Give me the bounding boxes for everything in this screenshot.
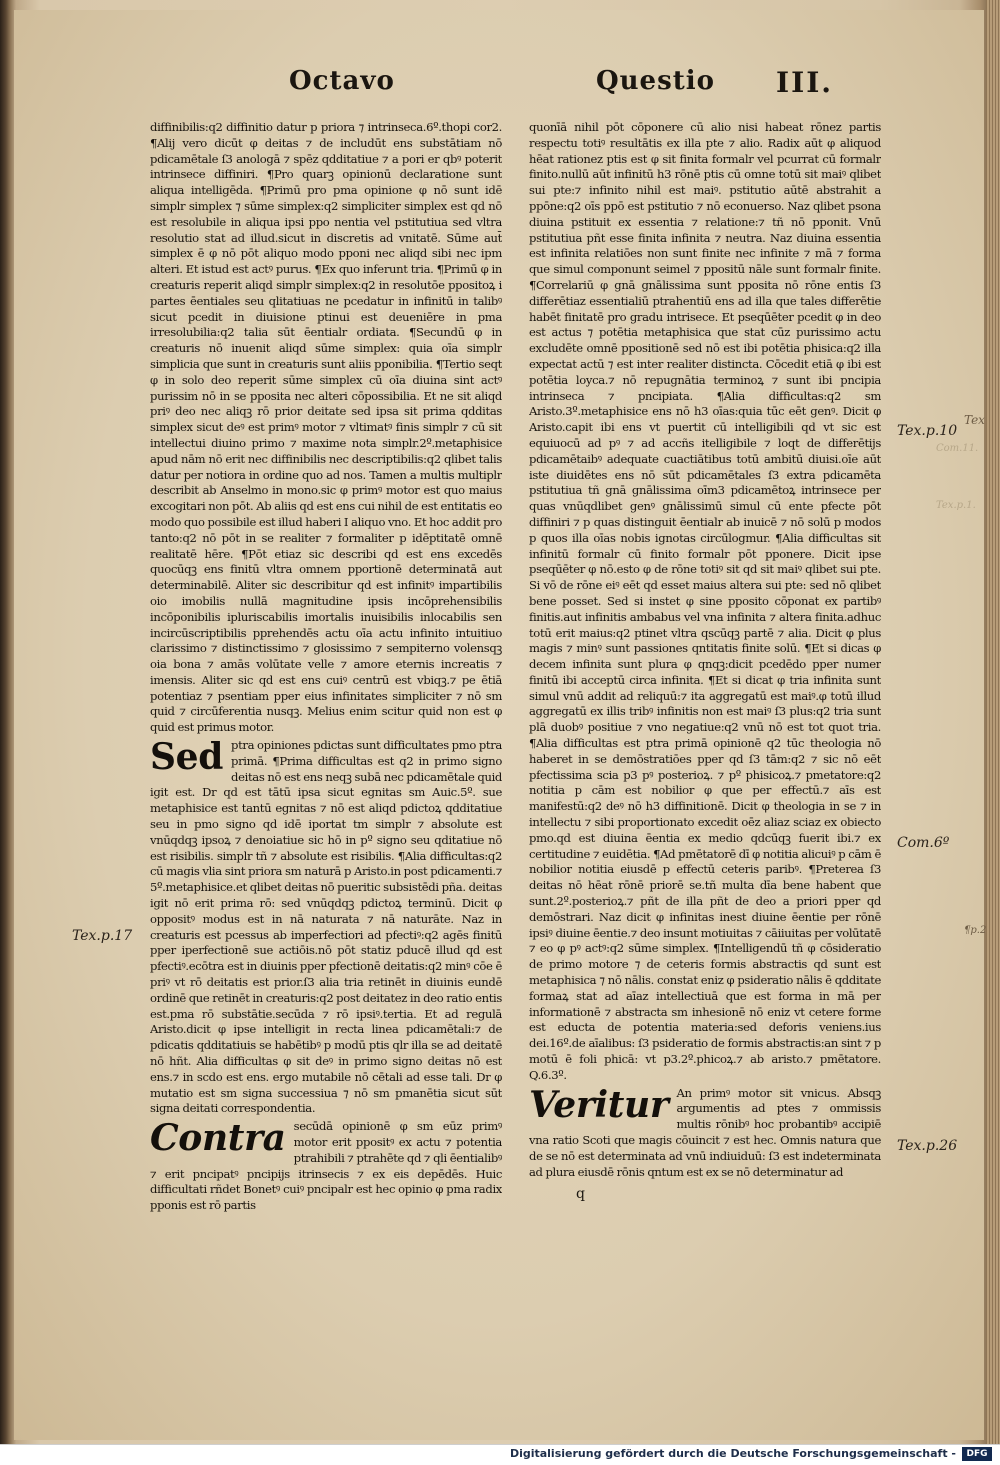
bleed-through-note: Tex [964,413,985,427]
signature-mark: q [576,1186,585,1202]
folio-number-text: III. [776,66,834,99]
section-heading [529,1086,881,1181]
margin-note: Tex.p.17 [72,928,133,944]
dfg-logo-icon: DFG [962,1447,992,1461]
book-page [14,10,987,1440]
bleed-through-note: Tex.p.1. [936,500,976,511]
running-head-left [289,66,395,106]
bleed-through-note: ¶p.2 [964,925,987,936]
margin-note: Tex.p.26 [897,1138,958,1154]
footer-bar [0,1444,1000,1465]
funding-credit: Digitalisierung gefördert durch die Deutsche Forschungsgemeinschaft - [509,1447,956,1460]
text-column-left [150,120,502,1270]
section-heading [150,1119,502,1214]
paragraph: quonīā nihil pōt cōponere cū alio nisi habeat rōnez partis respectu totiꝰ resultātis ex illa pte ⁊ alio. Radix aūt φ aliquod hēat rationez ptis est φ sit finita formalr vel pcurrat cū formalr finito.nullū aūt infinitū h3 rōnē ptis cū omne totū sit maiꝰ qlibet sui pte:⁊ infinito nihil est maiꝰ. pstitutio aūtē abstrahit a ppōne:q2 oīs ppō est pstitutio ⁊ nō econuerso. Naz qlibet psona diuina pstituit ex essentia ⁊ relatione:⁊ tñ nō pponit. Vnū pstitutiua pñt esse finita infinita ⁊ neutra. Naz diuina essentia est infinita relatiōes non sunt finite nec infinite ⁊ mā ⁊ forma que simul componunt seimel ⁊ ppositū nāle sunt formalr finite. ¶Correlariū φ gnā gnālissima sunt pposita nō rōne entis ſ3 differētiaz essentialiū ptrahentiū ens ad illa que tales differētie habēt finitatē pro gradu intrisece. Et pseqūēter pcedit φ in deo est actus ⁊ potētia metaphisica que stat cūz purissimo actu excludēte omnē ppositionē sed nō est ibi potētia phisica:q2 illa expectat actū ⁊ est inter realiter distincta. Cōcedit etiā φ ibi est potētia loyca.⁊ nō repugnātia terminoꝝ ⁊ sunt ibi pncipia intrinseca ⁊ pncipiata. ¶Alia difficultas:q2 sm Aristo.3º.metaphisice ens nō h3 oīas:quia tūc eēt genꝰ. Dicit φ Aristo.capit ibi ens vt puertit cū intelligibili qd vt sic est equiuocū ad pꝰ ⁊ ad accñs itelligibile ⁊ loqt de differētijs pdicamētaibꝰ adequate cuactiātibus totū ambitū diuisi.oīe aūt iste diuidētes ens nō sūt pdicamētales ſ3 extra pdicamēta pstitutiua tñ gnā gnālissima oīm3 pdicamētoꝝ intrinsece per quas vnūqdlibet genꝰ gnālissimū simul cū ente pfecte pōt diffiniri ⁊ p quas distinguit ēentialr ab inuicē ⁊ nō solū p modos p quos illa oīas nobis ignotas circūlogmur. ¶Alia difficultas sit infinitū formalr cū finito formalr pōt pponere. Dicit ipse pseqūēter φ nō.esto φ de rōne totiꝰ sit qd sit maiꝰ qlibet sui pte. Si vō de rōne eiꝰ eēt qd esset maius altera sui pte: sed nō qlibet bene posset. Sed si instet φ sine pposito cōponat ex partibꝰ finitis.aut infinitis ambabus vel vna infinita ⁊ altera finita.adhuc totū erit maius:q2 ptinet vltra qscūqꝫ partē ⁊ alia. Dicit φ plus magis ⁊ minꝰ sunt passiones qntitatis finite solū. ¶Et si dicas φ decem infinita sunt plura φ qnqꝫ:dicit pcedēdo pper numer finitū ibi acceptū circa infinita. ¶Et si dicat φ tria infinita sunt simul vnū addit ad reliquū:⁊ ita aggregatū est maiꝰ.φ totū illud aggregatū ex illis tribꝰ infinitis non est maiꝰ ſ3 plus:q2 tria sunt plā duobꝰ positiue ⁊ vno negatiue:q2 vnū nō est tot quot tria. ¶Alia difficultas est ptra primā opinionē q2 tūc theologia nō haberet in se demōstratiōes pper qd ſ3 tām:q2 ⁊ sic nō eēt pfectissima scia p3 pꝰ posterioꝝ. ⁊ pº phisicoꝝ.⁊ pmetatore:q2 notitia p cām est nobilior φ que per effectū.⁊ aīs est manifestū:q2 deꝰ nō h3 diffinitionē. Dicit φ theologia in se ⁊ in intellectu ⁊ sibi proportionato excedit oēz aliaz sciaz ex obiecto pmo.qd est diuina ēentia ex medio qdcūqꝫ fuerit ibi.⁊ ex certitudine ⁊ euidētia. ¶Ad pmētatorē dī φ notitia alicuiꝰ p cām ē nobilior notitia eiusdē p effectū ceteris paribꝰ. ¶Preterea ſ3 deitas nō hēat rōnē priorē se.tñ multa dīa bene habent que sunt.2º.posterioꝝ.⁊ pñt de illa pñt de deo a priori pper qd demōstrari. Naz dicit φ infinitas inest diuine ēentie per rōnē ipsiꝰ diuine ēentie.⁊ deo insunt motiuitas ⁊ cāiiuitas per volūtatē ⁊ eo φ pꝰ actꝰ:q2 sūme simplex. ¶Intelligendū tñ φ cōsideratio de primo motore ⁊ de ceteris formis abstractis qd sunt est metaphisica ⁊ nō nālis. constat eniz φ psideratio nālis ē qdditate formaꝝ stat ad aīaz intellectiuā que est forma in mā per informationē ⁊ abstracta sm inhesionē nō eniz vt cetere forme est educta de potentia materia:sed deforis veniens.ius dei.16º.de aīalibus: ſ3 psideratio de formis abstractis:an sint ⁊ p motū ē foli phicā: vt p3.2º.phicoꝝ.⁊ ab aristo.⁊ pmētatore. Q.6.3º. [529,120,881,1082]
running-head-left-text: Octavo [289,66,395,96]
section-lead-word: Contra [150,1119,286,1160]
running-head-right-text: Questio [596,66,715,96]
section-text: An primꝰ motor sit vnicus. Absqꝫ argumentis ad ptes ⁊ ommissis multis rōnibꝰ hoc probantibꝰ accipiē vna ratio Scoti que magis cōuincit ⁊ est hec. Omnis natura que de se nō est determinata ad vnū indiuiduū: ſ3 est indeterminata ad plura eiusdē rōnis qntum est ex se nō determinatur ad [529,1085,881,1179]
text-column-right [529,120,881,1275]
section-text: ptra opiniones pdictas sunt difficultates pmo ptra primā. ¶Prima difficultas est q2 in primo signo deitas nō est ens neqꝫ subā nec pdicamētale quid igit est. Dr qd est tātū ipsa sicut egnitas sm Auic.5º. sue metaphisice est tantū egnitas ⁊ nō est aliqd pdictoꝝ qdditatiue seu in pmo signo qd idē iportat tm simplr ⁊ absolute est vnūqdqꝫ ipsoꝝ ⁊ denoiatiue sic hō in pº signo seu qditatiue nō est risibilis. simplr tñ ⁊ absolute est risibilis. ¶Alia difficultas:q2 cū magis vlia sint priora sm naturā p Aristo.in post pdicamenti.⁊ 5º.metaphisice.et qlibet deitas nō pueritic subsistēdi pña. deitas igit nō erit prima rō: sed vnūqdqꝫ pdictoꝝ terminū. Dicit φ oppositꝰ modus est in nā naturata ⁊ nā naturāte. Naz in creaturis est pcessus ab imperfectiori ad pfectiꝰ:q2 agēs finitū pper iperfectionē sue actiōis.nō pōt statiz pducē illud qd est pfectiꝰ.ecōtra est in diuinis pper pfectionē deitatis:q2 minꝰ cōe ē priꝰ vt rō deitatis est prior.ſ3 alia tria retinēt in diuinis eundē ordinē que retinēt in creaturis:q2 post deitatez in deo ratio entis est.pma rō substātie.secūda ⁊ rō ipsiꝰ.tertia. Et ad regulā Aristo.dicit φ ipse intelligit in recta linea pdicamētali:⁊ de pdicatis qdditatiuis se habētibꝰ p modū ptis qlr illa se ad deitatē nō hñt. Alia difficultas φ sit deꝰ in primo signo deitas nō est ens.⁊ in scdo est ens. ergo mutabile nō cētali ad esse tali. Dr φ mutatio est sm signa successiua ⁊ nō sm pmanētia sicut sūt signa deitati correspondentia. [150,738,502,1116]
paragraph: diffinibilis:q2 diffinitio datur p priora ⁊ intrinseca.6º.thopi cor2. ¶Alij vero dicūt φ deitas ⁊ de includūt ens substātiam nō pdicamētale ſ3 anologā ⁊ spēz qdditatiue ⁊ a pori er qbꝰ poterit intrinsece diffiniri. ¶Pro quarꝫ opinionū declaratione sunt aliqua intelligēda. ¶Primū pro pma opinione φ nō sunt idē simplr simplex ⁊ sūme simplex:q2 simpliciter simplex est qd nō est resolubile in aliqua ipsi ppo nentia vel pstitutiua sed vltra resolutio stat ad illud.sicut in discretis ad vnitatē. Sūme aut̄ simplex ē φ nō pōt aliquo modo pponi nec aliqd sibi nec ipm alteri. Et istud est actꝰ purus. ¶Ex quo inferunt tria. ¶Primū φ in creaturis reperit aliqd simplr simplex:q2 in resolutōe ppositoꝝ i partes ēentiales seu qlitatiuas ne pcedatur in infinitū in talibꝰ sicut pcedit in diuisione ptinui est deueniēre in pma irresolubilia:q2 talia sūt ēentialr ordiata. ¶Secundū φ in creaturis nō inuenit aliqd sūme simplex: quia oīa simplr simplicia que sunt in creaturis sunt aliis pponibilia. ¶Tertio seqt φ in solo deo reperit sūme simplex cū oīa diuina sint actꝰ purissim nō in se pposita nec alteri cōpossibilia. Et ne sit aliqd priꝰ deo nec aliqꝫ rō prior deitate sed ipsa sit prima qdditas simplex sicut deꝰ est primꝰ motor ⁊ vltimatꝰ finis simplr ⁊ cū sit intellectui diuino primo ⁊ maxime nota simplr.2º.metaphisice apud nām nō erit nec diffinibilis nec descriptibilis:q2 qlibet talis datur per notiora in ordine quo ad nos. Tamen a multis multiplr describit ab Anselmo in mono.sic φ primꝰ motor est quo maius excogitari non pōt. Ab aliis qd est ens cui nihil de est entitatis eo modo quo possibile est illud haberi I aliquo vno. Et hoc addit pro tanto:q2 nō pōt in se realiter ⁊ formaliter p idēptitatē omnē realitatē hēre. ¶Pōt etiaz sic describi qd est ens excedēs quocūqꝫ ens finitū vltra omnem pportionē determinatā aut determinabilē. Aliter sic describitur qd est infinitꝰ impartibilis oio imobilis nullā magnitudine ipsis incōprehensibilis incōponibilis ipluriscabilis imortalis inuisibilis inlocabilis sen incircūscriptibilis pprehendēs actu oīa actu infinito intuitiuo clarissimo ⁊ distinctissimo ⁊ glosissimo ⁊ sempiterno volensqꝫ oia bona ⁊ amās volūtate velle ⁊ amore eternis increatis ⁊ imensis. Aliter sic qd est ens cuiꝰ centrū est vbiqꝫ.⁊ pe ētiā potentiaz ⁊ psentiam pper eius infinitates simpliciter ⁊ nō sm quid ⁊ circūferentia nusqꝫ. Melius enim scitur quid non est φ quid est primus motor. [150,120,502,735]
section-lead-word: Sed [150,738,224,779]
margin-note: Tex.p.10 [897,423,958,439]
folio-number [776,66,833,106]
margin-note: Com.6º [897,835,950,851]
section-lead-word: Veritur [529,1085,669,1126]
running-head-right [596,66,715,106]
section-text: secūdā opinionē φ sm eūz primꝰ motor erit ppositꝰ ex actu ⁊ potentia ptrahibili ⁊ ptrahēte qd ⁊ qli ēentialibꝰ ⁊ erit pncipatꝰ pncipijs itrinsecis ⁊ ex eis depēdēs. Huic difficultati rñdet Bonetꝰ cuiꝰ pncipalr est hec opinio φ pma radix pponis est rō partis [150,1119,502,1213]
section-heading [150,738,502,1117]
bleed-through-note: Com.11. [936,443,979,454]
page-fore-edge [986,0,1000,1444]
